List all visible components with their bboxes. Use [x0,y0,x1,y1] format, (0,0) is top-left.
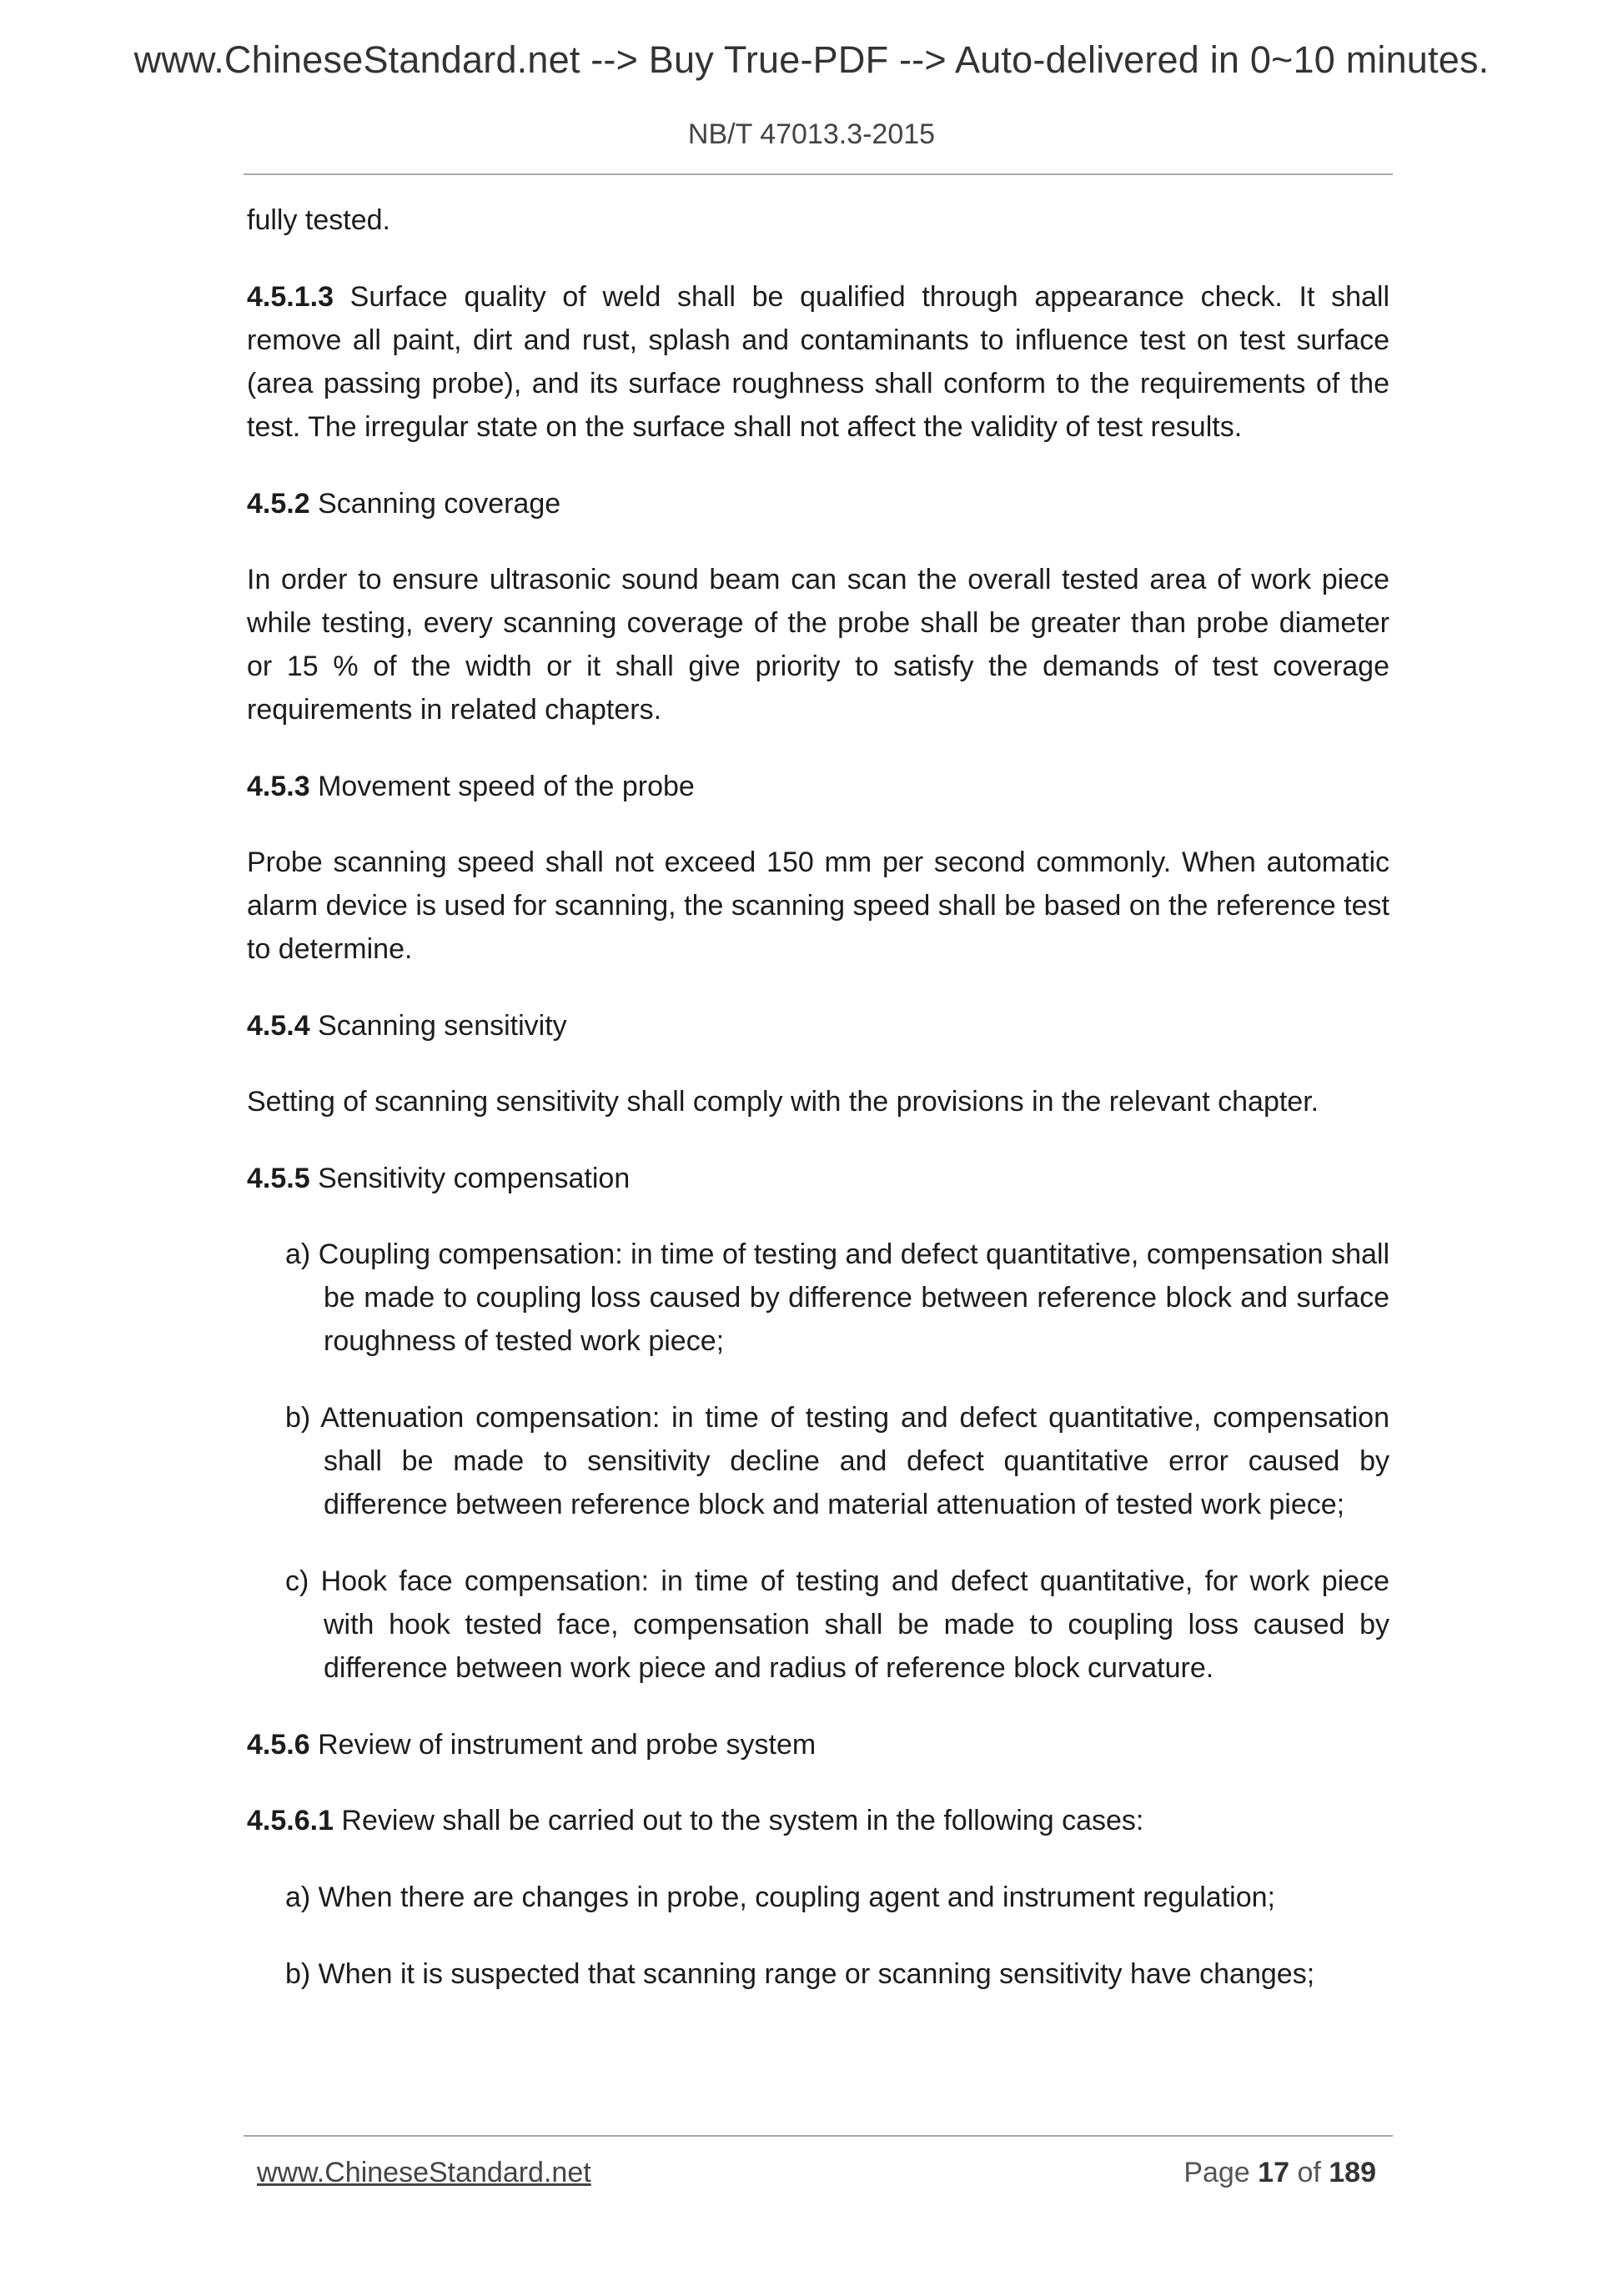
page-total: 189 [1329,2157,1376,2188]
page-label: Page [1183,2157,1250,2188]
clause-title: Scanning coverage [309,488,561,520]
clause-text: Surface quality of weld shall be qualified through appearance check. It shall remove all paint, dirt and rust, splash and contaminants to influence test on test surface (area passing probe), and its surface roughness shall conform to the requirements of the test. The irregular state on the surface shall not affect the validity of test results. [247,281,1389,443]
clause-4-5-1-3 [247,275,1389,449]
header-divider [244,173,1393,175]
clause-4-5-2-heading [247,482,1389,525]
clause-number: 4.5.6.1 [247,1805,334,1836]
top-banner[interactable]: www.ChineseStandard.net --> Buy True-PDF --> Auto-delivered in 0~10 minutes. [133,38,1490,81]
clause-4-5-6-1 [247,1799,1389,1842]
list-item: a) Coupling compensation: in time of testing and defect quantitative, compensation shall be made to coupling loss caused by difference between reference block and surface roughness of tested work piece; [285,1238,1389,1357]
clause-4-5-3-body: Probe scanning speed shall not exceed 150 mm per second commonly. When automatic alarm device is used for scanning, the scanning speed shall be based on the reference test to determine. [247,847,1389,965]
clause-number: 4.5.3 [247,771,310,802]
clause-4-5-3-heading [247,765,1389,808]
clause-4-5-2-body: In order to ensure ultrasonic sound beam can scan the overall tested area of work piece while testing, every scanning coverage of the probe shall be greater than probe diameter or 15 % of the width or it shall give priority to satisfy the demands of test coverage requirements in related chapters. [247,564,1389,726]
clause-number: 4.5.6 [247,1729,310,1761]
clause-4-5-6-heading [247,1723,1389,1766]
clause-title: Sensitivity compensation [309,1163,631,1194]
clause-number: 4.5.5 [247,1163,310,1194]
list-item: c) Hook face compensation: in time of testing and defect quantitative, for work piece with hook tested face, compensation shall be made to coupling loss caused by difference between work piece and radius of reference block curvature. [285,1565,1389,1684]
list-item: a) When there are changes in probe, coupling agent and instrument regulation; [285,1882,1275,1913]
clause-number: 4.5.1.3 [247,281,334,313]
continuation-paragraph: fully tested. [247,204,390,236]
clause-number: 4.5.2 [247,488,310,520]
footer-website-link[interactable]: www.ChineseStandard.net [257,2157,591,2188]
list-item: b) Attenuation compensation: in time of testing and defect quantitative, compensation shall be made to sensitivity decline and defect quantitative error caused by difference between reference block and material attenuation of tested work piece; [285,1402,1389,1520]
clause-4-5-4-heading [247,1004,1389,1048]
clause-title: Review of instrument and probe system [309,1729,817,1761]
document-code: NB/T 47013.3-2015 [687,118,936,150]
list-item: b) When it is suspected that scanning range or scanning sensitivity have changes; [285,1958,1315,1990]
clause-4-5-4-body: Setting of scanning sensitivity shall comply with the provisions in the relevant chapter. [247,1086,1319,1118]
clause-title: Scanning sensitivity [309,1010,567,1042]
footer-divider [244,2135,1393,2137]
clause-number: 4.5.4 [247,1010,310,1042]
clause-title: Movement speed of the probe [309,771,695,802]
page-body [247,198,1389,2029]
clause-4-5-5-heading [247,1157,1389,1200]
page-number [1183,2157,1376,2189]
page-of: of [1297,2157,1321,2188]
page-current: 17 [1258,2157,1289,2188]
clause-text: Review shall be carried out to the system in the following cases: [333,1805,1144,1836]
